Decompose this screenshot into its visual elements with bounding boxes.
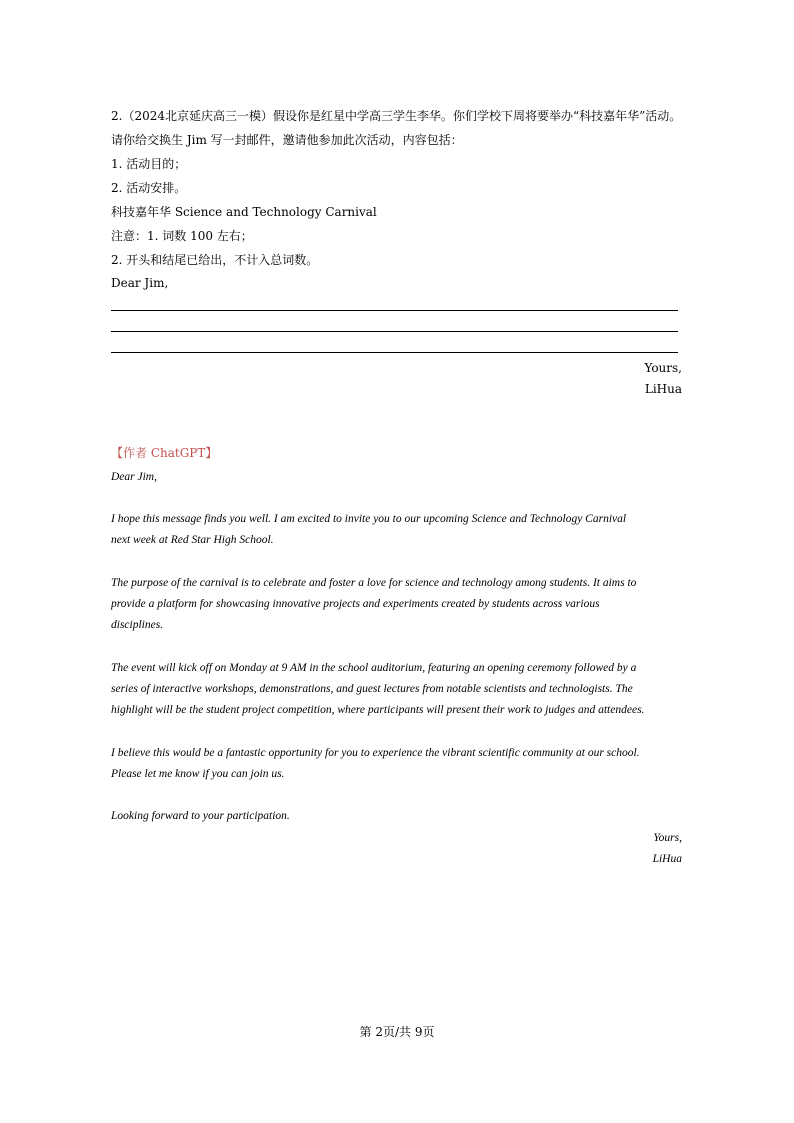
answer-closing: Yours, (653, 832, 682, 844)
question-item-1: 1. 活动目的； (111, 157, 187, 171)
question-line-1: 2.（2024北京延庆高三一模）假设你是红星中学高三学生李华。你们学校下周将要举办“科技嘉年华”活动。 (111, 109, 682, 123)
question-note-1: 注意：1. 词数 100 左右； (111, 229, 253, 243)
answer-p2-line-2: provide a platform for showcasing innovative projects and experiments created by students across various (111, 598, 600, 610)
question-vocab: 科技嘉年华 Science and Technology Carnival (111, 205, 377, 219)
writing-line-1 (111, 310, 678, 311)
writing-line-2 (111, 331, 678, 332)
answer-p2-line-1: The purpose of the carnival is to celebrate and foster a love for science and technology among students. It aims to (111, 577, 637, 589)
answer-p3-line-2: series of interactive workshops, demonstrations, and guest lectures from notable scientists and technologists. The (111, 683, 633, 695)
author-label: 【作者 ChatGPT】 (111, 446, 218, 460)
answer-p5-line-1: Looking forward to your participation. (111, 810, 290, 822)
question-note-2: 2. 开头和结尾已给出，不计入总词数。 (111, 253, 319, 267)
answer-p2-line-3: disciplines. (111, 619, 164, 631)
answer-p1-line-1: I hope this message finds you well. I am excited to invite you to our upcoming Science and Technology Carnival (111, 513, 627, 525)
answer-p3-line-1: The event will kick off on Monday at 9 AM in the school auditorium, featuring an opening ceremony followed by a (111, 662, 637, 674)
writing-line-3 (111, 352, 678, 353)
answer-p3-line-3: highlight will be the student project competition, where participants will present their work to judges and attendees. (111, 704, 645, 716)
answer-p1-line-2: next week at Red Star High School. (111, 534, 274, 546)
answer-p4-line-2: Please let me know if you can join us. (111, 768, 285, 780)
answer-p4-line-1: I believe this would be a fantastic opportunity for you to experience the vibrant scientific community at our school. (111, 747, 640, 759)
question-salutation: Dear Jim, (111, 276, 169, 290)
page-number: 第 2页/共 9页 (359, 1025, 435, 1039)
answer-salutation: Dear Jim, (111, 471, 157, 483)
question-closing: Yours, (644, 361, 682, 375)
question-signature: LiHua (644, 382, 682, 396)
answer-signature: LiHua (652, 853, 682, 865)
question-item-2: 2. 活动安排。 (111, 181, 187, 195)
question-line-2: 请你给交换生 Jim 写一封邮件，邀请他参加此次活动，内容包括： (111, 133, 463, 147)
